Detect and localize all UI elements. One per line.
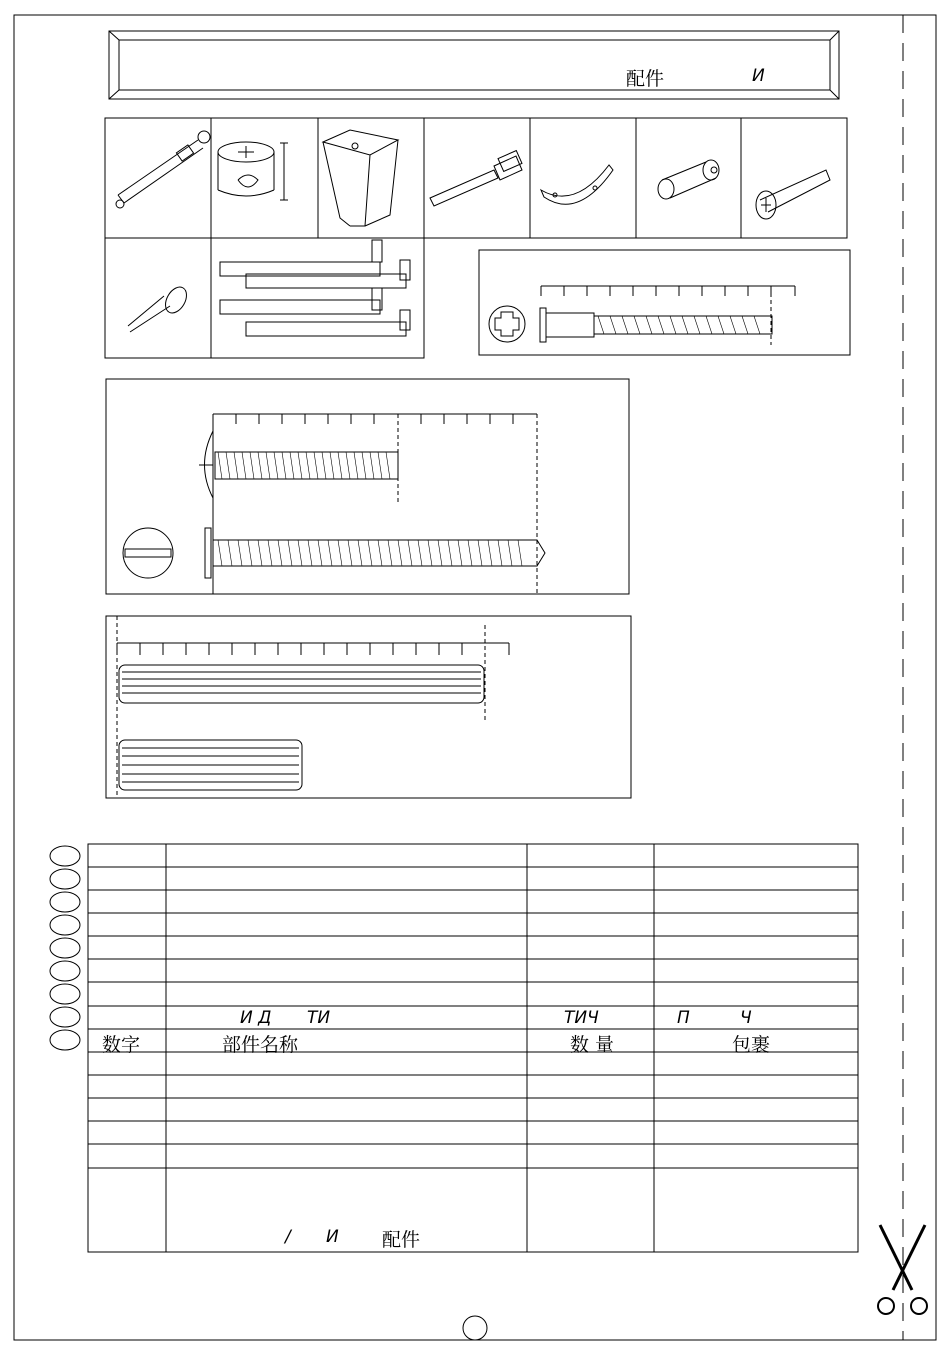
scissors-icon <box>878 1225 927 1314</box>
row8-qty-mark: ТИЧ <box>564 1008 599 1028</box>
thread-hatching <box>218 316 760 566</box>
cam-bolt-icon <box>116 131 210 208</box>
title-heading: 配件 <box>626 68 665 90</box>
page-number-circle <box>463 1316 487 1340</box>
header-package: 包裹 <box>732 1034 771 1056</box>
title-panel-frame <box>109 31 839 99</box>
row8-pkg-mark-2: Ч <box>740 1008 752 1028</box>
connector-screw-icon <box>430 151 522 206</box>
header-number: 数字 <box>102 1034 141 1056</box>
title-mark: И <box>752 66 765 86</box>
header-quantity: 数 量 <box>570 1034 615 1056</box>
wood-screw-icon <box>128 283 191 332</box>
row-number-bubbles <box>50 846 80 1050</box>
curved-clip-icon <box>541 165 613 204</box>
confirmat-screw-icon <box>479 250 850 355</box>
page-frame <box>14 15 936 1340</box>
row8-pkg-mark-1: П <box>677 1008 690 1028</box>
cam-lock-icon <box>218 142 288 200</box>
phillips-screw-icon <box>756 170 830 219</box>
machine-screws-panel <box>106 379 629 594</box>
row8-name-mark-2: ТИ <box>307 1008 331 1028</box>
wooden-dowels-panel <box>106 616 631 798</box>
parts-grid <box>105 118 847 358</box>
footer-mark-1: / <box>285 1227 291 1247</box>
drawer-slide-rails-icon <box>220 240 410 336</box>
row8-name-mark-1: И Д <box>240 1008 272 1028</box>
footer-mark-2: И <box>326 1227 339 1247</box>
barrel-nut-icon <box>658 160 719 199</box>
footer-label: 配件 <box>382 1229 421 1251</box>
header-part-name: 部件名称 <box>222 1034 299 1056</box>
furniture-leg-icon <box>323 130 398 226</box>
